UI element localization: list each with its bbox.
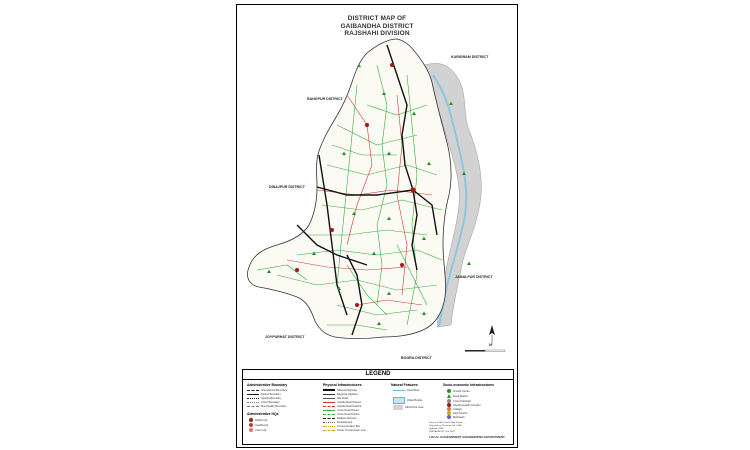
legend-admin-hq-heading: Administrative HQs xyxy=(247,412,279,416)
label-joypurhat: JOYPURHAT DISTRICT xyxy=(265,335,305,339)
legend-item: Rural Market xyxy=(447,394,468,398)
legend-item: Upazila Boundary xyxy=(247,397,281,400)
legend-item: Upazila HQ xyxy=(249,423,268,427)
legend-item: Embankment xyxy=(323,421,352,424)
title-line-1: DISTRICT MAP OF xyxy=(347,15,407,22)
legend-item: Union Parishad xyxy=(447,399,471,403)
legend-item: Railway Network xyxy=(323,417,356,420)
title-line-2: GAIBANDHA DISTRICT xyxy=(340,22,414,30)
legend-credits: Source: LGED District Map Project Prepared by: Planning Cell, LGED Updated: 2006 PREPARED BY: GIS UNIT LOCAL GOVERNMENT ENGINEERING DEPARTMENT xyxy=(429,422,505,439)
district-hq-marker xyxy=(410,187,415,192)
label-kurigram: KURIGRAM DISTRICT xyxy=(451,55,489,59)
legend-item: Sand/Char Area xyxy=(393,405,423,410)
label-jamalpur: JAMALPUR DISTRICT xyxy=(455,275,493,279)
map-sheet xyxy=(236,4,518,448)
north-arrow-icon xyxy=(489,325,495,345)
legend-title: LEGEND xyxy=(365,371,391,377)
legend-item: National Highway xyxy=(323,389,357,392)
legend-physical-heading: Physical Infrastructures xyxy=(323,383,362,387)
legend-socio-heading: Socio-economic Infrastructures xyxy=(443,383,495,387)
scale-bar xyxy=(465,350,505,352)
upazila-hq-marker xyxy=(390,63,394,67)
legend-item: High School xyxy=(447,411,467,415)
upazila-hq-marker xyxy=(295,268,299,272)
label-dinajpur: DINAJPUR DISTRICT xyxy=(269,185,305,189)
legend-item: Municipality Boundary xyxy=(247,405,286,408)
legend-item: Growth Centre xyxy=(447,389,470,393)
legend-item: District Boundary xyxy=(247,393,281,396)
legend-item: Upazila Road Paved xyxy=(323,401,361,404)
legend-item: Madrasah xyxy=(447,415,465,419)
legend-item: District HQ xyxy=(249,418,268,422)
legend-item: Union Road Katcha xyxy=(323,413,360,416)
legend-item: River/Khal xyxy=(393,389,419,392)
legend-natural-heading: Natural Features xyxy=(391,383,418,387)
legend-admin-boundary-heading: Administrative Boundary xyxy=(247,383,288,387)
legend-item: International Boundary xyxy=(247,389,287,392)
legend-item: Union HQ xyxy=(249,428,266,432)
legend-item: Power Transmission Line xyxy=(323,429,366,432)
upazila-hq-marker xyxy=(330,228,334,232)
legend-item: Union Road Paved xyxy=(323,409,359,412)
legend-item: Union Boundary xyxy=(247,401,280,404)
legend-item: Regional Highway xyxy=(323,393,358,396)
legend-item: Upazila Road Katcha xyxy=(323,405,361,408)
legend-item: Communication Box xyxy=(323,425,360,428)
legend-item: Water Bodies xyxy=(393,397,422,404)
label-rangpur: RANGPUR DISTRICT xyxy=(307,97,343,101)
label-bogra: BOGRA DISTRICT xyxy=(401,356,432,360)
legend-item: Upazila Health Complex xyxy=(447,403,481,407)
upazila-hq-marker xyxy=(365,123,369,127)
upazila-hq-marker xyxy=(400,263,404,267)
legend-item: College xyxy=(447,407,462,411)
legend-item: Zila Road xyxy=(323,397,348,400)
compass-label: N xyxy=(489,343,492,347)
upazila-hq-marker xyxy=(355,303,359,307)
legend-panel xyxy=(242,369,514,445)
title-line-3: RAJSHAHI DIVISION xyxy=(344,30,410,37)
